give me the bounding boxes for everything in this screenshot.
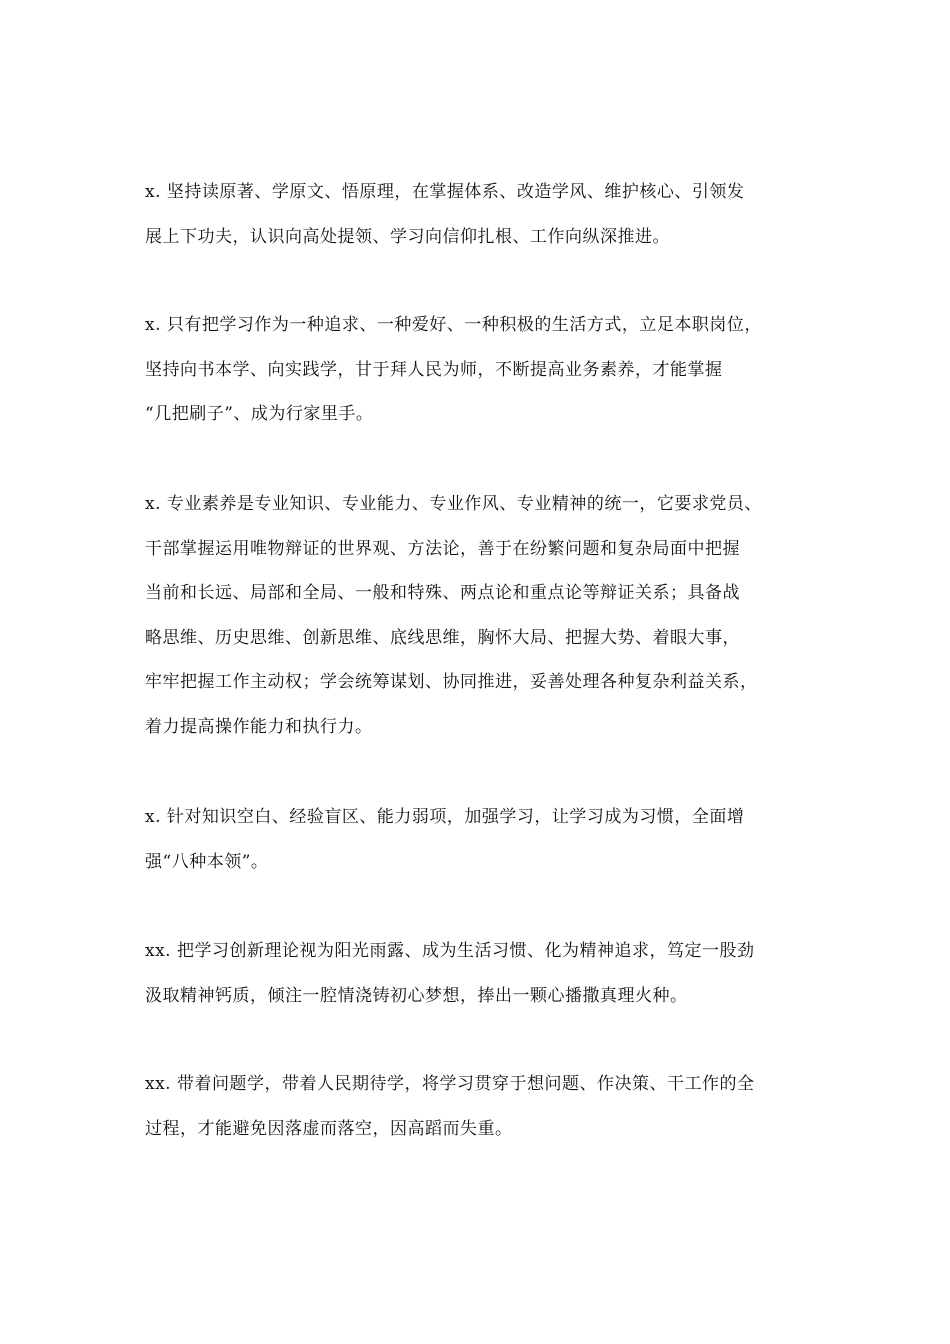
paragraph-line: 当前和长远、局部和全局、一般和特殊、两点论和重点论等辩证关系；具备战 [145,583,740,603]
paragraph-line: 过程，才能避免因落虚而落空，因高蹈而失重。 [145,1118,513,1139]
paragraph-line: “几把刷子”、成为行家里手。 [145,404,374,424]
paragraph-line: 汲取精神钙质，倾注一腔情浇铸初心梦想，捧出一颗心播撒真理火种。 [145,985,688,1006]
paragraph-line: x. 针对知识空白、经验盲区、能力弱项，加强学习，让学习成为习惯，全面增 [145,807,745,827]
paragraph-line: 略思维、历史思维、创新思维、底线思维，胸怀大局、把握大势、着眼大事， [145,627,740,648]
paragraph-5 [145,929,815,1018]
paragraph-line: xx. 把学习创新理论视为阳光雨露、成为生活习惯、化为精神追求，笃定一股劲 [145,941,755,961]
paragraph-line: x. 专业素养是专业知识、专业能力、专业作风、专业精神的统一，它要求党员、 [145,494,762,514]
paragraph-line: 干部掌握运用唯物辩证的世界观、方法论，善于在纷繁问题和复杂局面中把握 [145,538,740,559]
paragraph-6 [145,1062,815,1151]
paragraph-line: 坚持向书本学、向实践学，甘于拜人民为师，不断提高业务素养，才能掌握 [145,359,723,380]
paragraph-line: 牢牢把握工作主动权；学会统筹谋划、协同推进，妥善处理各种复杂利益关系， [145,672,758,692]
paragraph-1 [145,170,815,259]
paragraph-line: x. 只有把学习作为一种追求、一种爱好、一种积极的生活方式，立足本职岗位， [145,315,762,335]
paragraph-line: 展上下功夫，认识向高处提领、学习向信仰扎根、工作向纵深推进。 [145,226,670,247]
paragraph-line: 强“八种本领”。 [145,851,269,872]
paragraph-line: 着力提高操作能力和执行力。 [145,716,373,737]
paragraph-2 [145,303,815,437]
paragraph-line: xx. 带着问题学，带着人民期待学，将学习贯穿于想问题、作决策、干工作的全 [145,1074,755,1094]
paragraph-3 [145,482,815,749]
paragraph-4 [145,795,815,884]
paragraph-line: x. 坚持读原著、学原文、悟原理，在掌握体系、改造学风、维护核心、引领发 [145,182,745,202]
